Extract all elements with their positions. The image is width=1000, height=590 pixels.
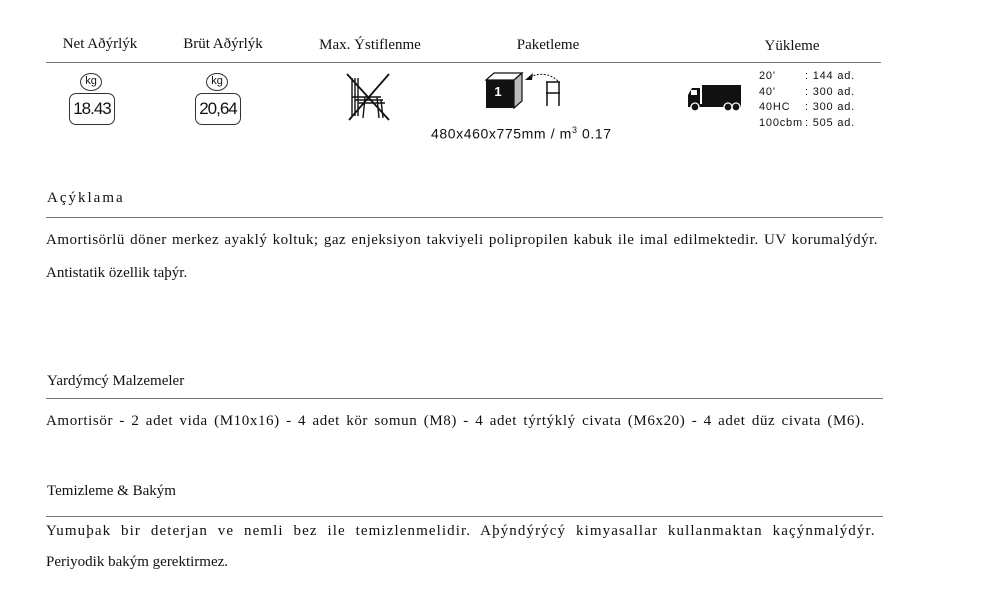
care-title: Temizleme & Bakým <box>47 483 176 499</box>
care-line: Yumuþak bir deterjan ve nemli bez ile temizlenmelidir. Aþýndýrýcý kimyasallar kullanmaktan kaçýnmalýdýr. <box>46 523 876 539</box>
loading-container: 20' <box>759 70 776 82</box>
accessories-title: Yardýmcý Malzemeler <box>47 373 185 389</box>
loading-container: 100cbm <box>759 116 803 129</box>
loading-row <box>759 100 855 116</box>
header-net-weight: Net Aðýrlýk <box>62 36 138 52</box>
package-dimensions-text: 480x460x775mm / m <box>431 125 572 142</box>
description-line: Antistatik özellik taþýr. <box>46 265 188 281</box>
loading-value: : 300 ad. <box>805 101 856 113</box>
loading-row <box>759 69 855 85</box>
kg-icon: kg <box>206 73 228 91</box>
header-max-stacking: Max. Ýstiflenme <box>319 37 421 53</box>
package-volume: 0.17 <box>577 125 612 142</box>
loading-value: : 300 ad. <box>805 85 856 98</box>
care-rule <box>46 516 883 517</box>
kg-icon: kg <box>80 73 102 91</box>
chair-icon <box>543 80 563 108</box>
header-gross-weight: Brüt Aðýrlýk <box>183 36 263 52</box>
header-packaging: Paketleme <box>516 37 580 53</box>
package-dimensions <box>431 125 612 142</box>
header-rule <box>46 62 881 63</box>
description-rule <box>46 217 883 218</box>
loading-value: : 505 ad. <box>805 116 856 129</box>
loading-container: 40' <box>759 85 776 98</box>
volume-exponent: 3 <box>571 125 578 135</box>
gross-weight-value: 20,64 <box>195 93 241 125</box>
truck-icon <box>686 83 742 113</box>
package-count: 1 <box>494 84 502 99</box>
loading-row <box>759 116 855 132</box>
description-line: Amortisörlü döner merkez ayaklý koltuk; gaz enjeksiyon takviyeli polipropilen kabuk ile imal edilmektedir. UV korumalýdýr. <box>46 232 879 248</box>
description-title: Açýklama <box>47 190 125 206</box>
stacking-chairs-crossed-icon <box>343 70 393 122</box>
loading-row <box>759 85 855 101</box>
net-weight-value: 18.43 <box>69 93 115 125</box>
gross-weight-icon <box>194 72 242 128</box>
loading-container: 40HC <box>759 101 791 113</box>
loading-value: : 144 ad. <box>805 70 856 82</box>
accessories-line: Amortisör - 2 adet vida (M10x16) - 4 adet kör somun (M8) - 4 adet týrtýklý civata (M6x20) - 4 adet düz civata (M6). <box>46 413 865 429</box>
care-line: Periyodik bakým gerektirmez. <box>46 554 229 570</box>
header-loading: Yükleme <box>764 38 820 54</box>
net-weight-icon <box>68 72 116 128</box>
accessories-rule <box>46 398 883 399</box>
loading-list <box>759 69 855 131</box>
